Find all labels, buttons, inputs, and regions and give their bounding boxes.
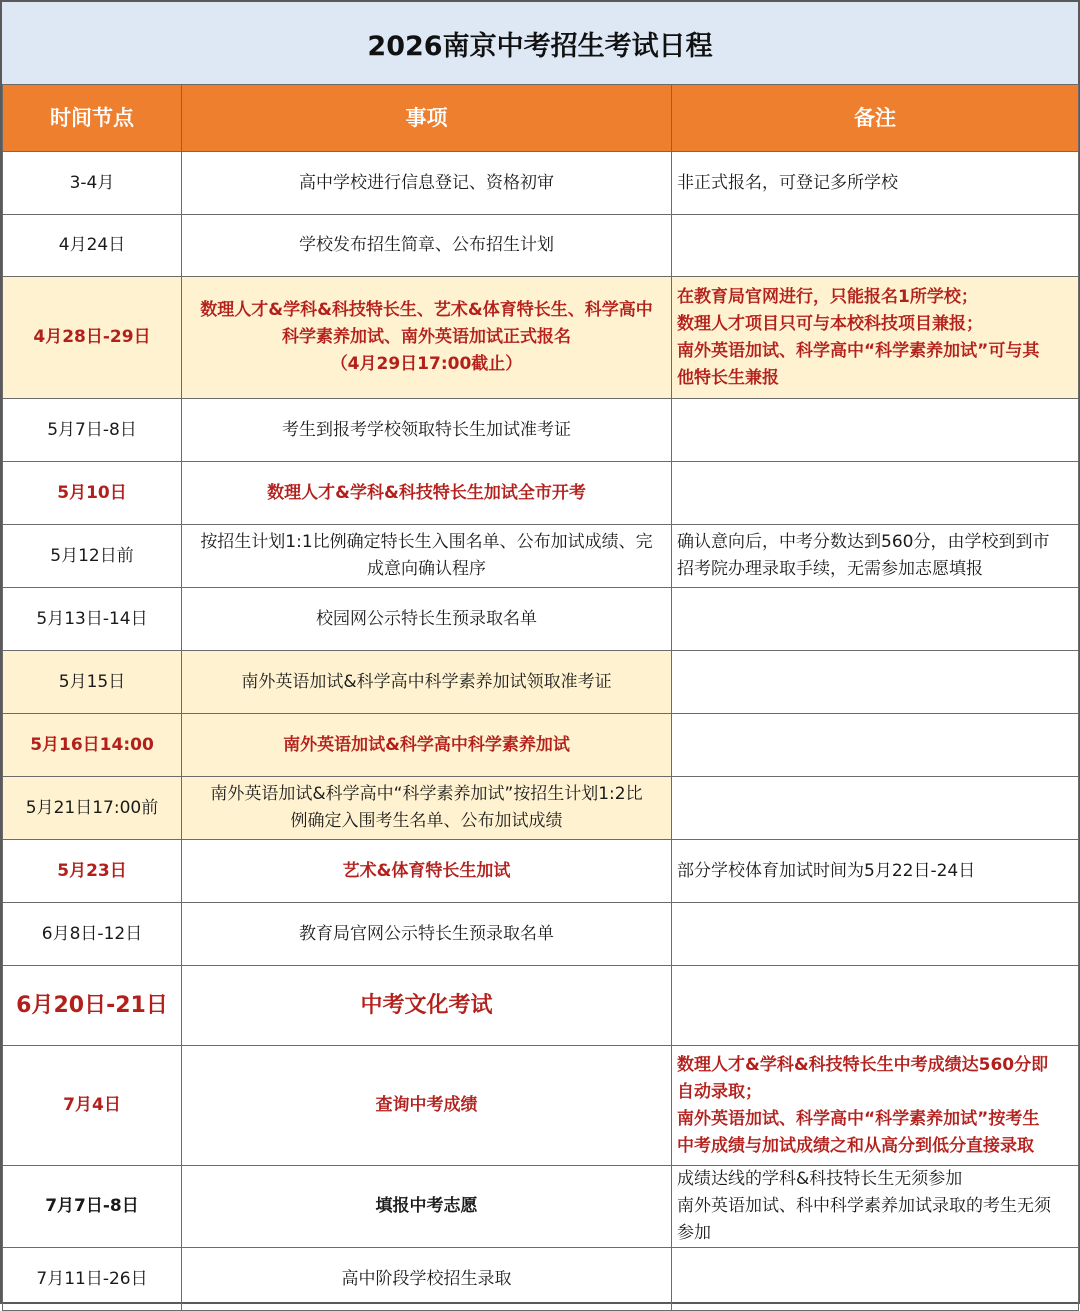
cell-item: 高中学校进行信息登记、资格初审 xyxy=(182,152,672,215)
schedule-table xyxy=(2,84,1079,1311)
cell-note xyxy=(672,462,1079,525)
cell-item: 数理人才&学科&科技特长生加试全市开考 xyxy=(182,462,672,525)
table-row xyxy=(3,777,1079,840)
cell-item: 南外英语加试&科学高中“科学素养加试”按招生计划1:2比 例确定入围考生名单、公布加试成绩 xyxy=(182,777,672,840)
cell-time: 5月23日 xyxy=(3,840,182,903)
cell-note: 非正式报名，可登记多所学校 xyxy=(672,152,1079,215)
cell-time: 5月15日 xyxy=(3,651,182,714)
cell-item: 查询中考成绩 xyxy=(182,1046,672,1166)
table-row xyxy=(3,966,1079,1046)
cell-time: 5月16日14:00 xyxy=(3,714,182,777)
table-row xyxy=(3,277,1079,399)
header-note: 备注 xyxy=(672,85,1079,152)
cell-item: 考生到报考学校领取特长生加试准考证 xyxy=(182,399,672,462)
table-row xyxy=(3,399,1079,462)
cell-time: 5月13日-14日 xyxy=(3,588,182,651)
cell-note: 在教育局官网进行，只能报名1所学校； 数理人才项目只可与本校科技项目兼报； 南外英语加试、科学高中“科学素养加试”可与其 他特长生兼报 xyxy=(672,277,1079,399)
cell-time: 3-4月 xyxy=(3,152,182,215)
table-row xyxy=(3,462,1079,525)
cell-note xyxy=(672,1248,1079,1311)
cell-note xyxy=(672,651,1079,714)
cell-item: 学校发布招生简章、公布招生计划 xyxy=(182,215,672,277)
cell-item: 中考文化考试 xyxy=(182,966,672,1046)
cell-time: 5月21日17:00前 xyxy=(3,777,182,840)
table-row xyxy=(3,152,1079,215)
cell-time: 5月7日-8日 xyxy=(3,399,182,462)
cell-time: 5月12日前 xyxy=(3,525,182,588)
header-row xyxy=(3,85,1079,152)
header-item: 事项 xyxy=(182,85,672,152)
table-row xyxy=(3,1248,1079,1311)
cell-item: 按招生计划1:1比例确定特长生入围名单、公布加试成绩、完 成意向确认程序 xyxy=(182,525,672,588)
cell-item: 填报中考志愿 xyxy=(182,1166,672,1248)
cell-item: 数理人才&学科&科技特长生、艺术&体育特长生、科学高中 科学素养加试、南外英语加试正式报名 （4月29日17:00截止） xyxy=(182,277,672,399)
cell-note xyxy=(672,903,1079,966)
table-row xyxy=(3,840,1079,903)
cell-time: 6月8日-12日 xyxy=(3,903,182,966)
table-row xyxy=(3,525,1079,588)
cell-item: 教育局官网公示特长生预录取名单 xyxy=(182,903,672,966)
cell-note xyxy=(672,215,1079,277)
cell-note: 部分学校体育加试时间为5月22日-24日 xyxy=(672,840,1079,903)
table-row xyxy=(3,1046,1079,1166)
cell-note: 确认意向后，中考分数达到560分，由学校到到市 招考院办理录取手续，无需参加志愿填报 xyxy=(672,525,1079,588)
cell-item: 高中阶段学校招生录取 xyxy=(182,1248,672,1311)
cell-time: 5月10日 xyxy=(3,462,182,525)
cell-note xyxy=(672,966,1079,1046)
table-row xyxy=(3,1166,1079,1248)
cell-item: 艺术&体育特长生加试 xyxy=(182,840,672,903)
cell-note xyxy=(672,714,1079,777)
cell-time: 6月20日-21日 xyxy=(3,966,182,1046)
header-time: 时间节点 xyxy=(3,85,182,152)
page-title: 2026南京中考招生考试日程 xyxy=(2,2,1078,86)
cell-time: 7月4日 xyxy=(3,1046,182,1166)
cell-item: 南外英语加试&科学高中科学素养加试领取准考证 xyxy=(182,651,672,714)
table-row xyxy=(3,714,1079,777)
cell-time: 4月28日-29日 xyxy=(3,277,182,399)
cell-note: 数理人才&学科&科技特长生中考成绩达560分即 自动录取； 南外英语加试、科学高中“科学素养加试”按考生 中考成绩与加试成绩之和从高分到低分直接录取 xyxy=(672,1046,1079,1166)
cell-note xyxy=(672,588,1079,651)
table-row xyxy=(3,215,1079,277)
table-row xyxy=(3,903,1079,966)
table-row xyxy=(3,651,1079,714)
cell-time: 7月11日-26日 xyxy=(3,1248,182,1311)
cell-note xyxy=(672,399,1079,462)
cell-item: 南外英语加试&科学高中科学素养加试 xyxy=(182,714,672,777)
table-row xyxy=(3,588,1079,651)
cell-time: 7月7日-8日 xyxy=(3,1166,182,1248)
cell-time: 4月24日 xyxy=(3,215,182,277)
cell-note xyxy=(672,777,1079,840)
cell-item: 校园网公示特长生预录取名单 xyxy=(182,588,672,651)
cell-note: 成绩达线的学科&科技特长生无须参加 南外英语加试、科中科学素养加试录取的考生无须 参加 xyxy=(672,1166,1079,1248)
